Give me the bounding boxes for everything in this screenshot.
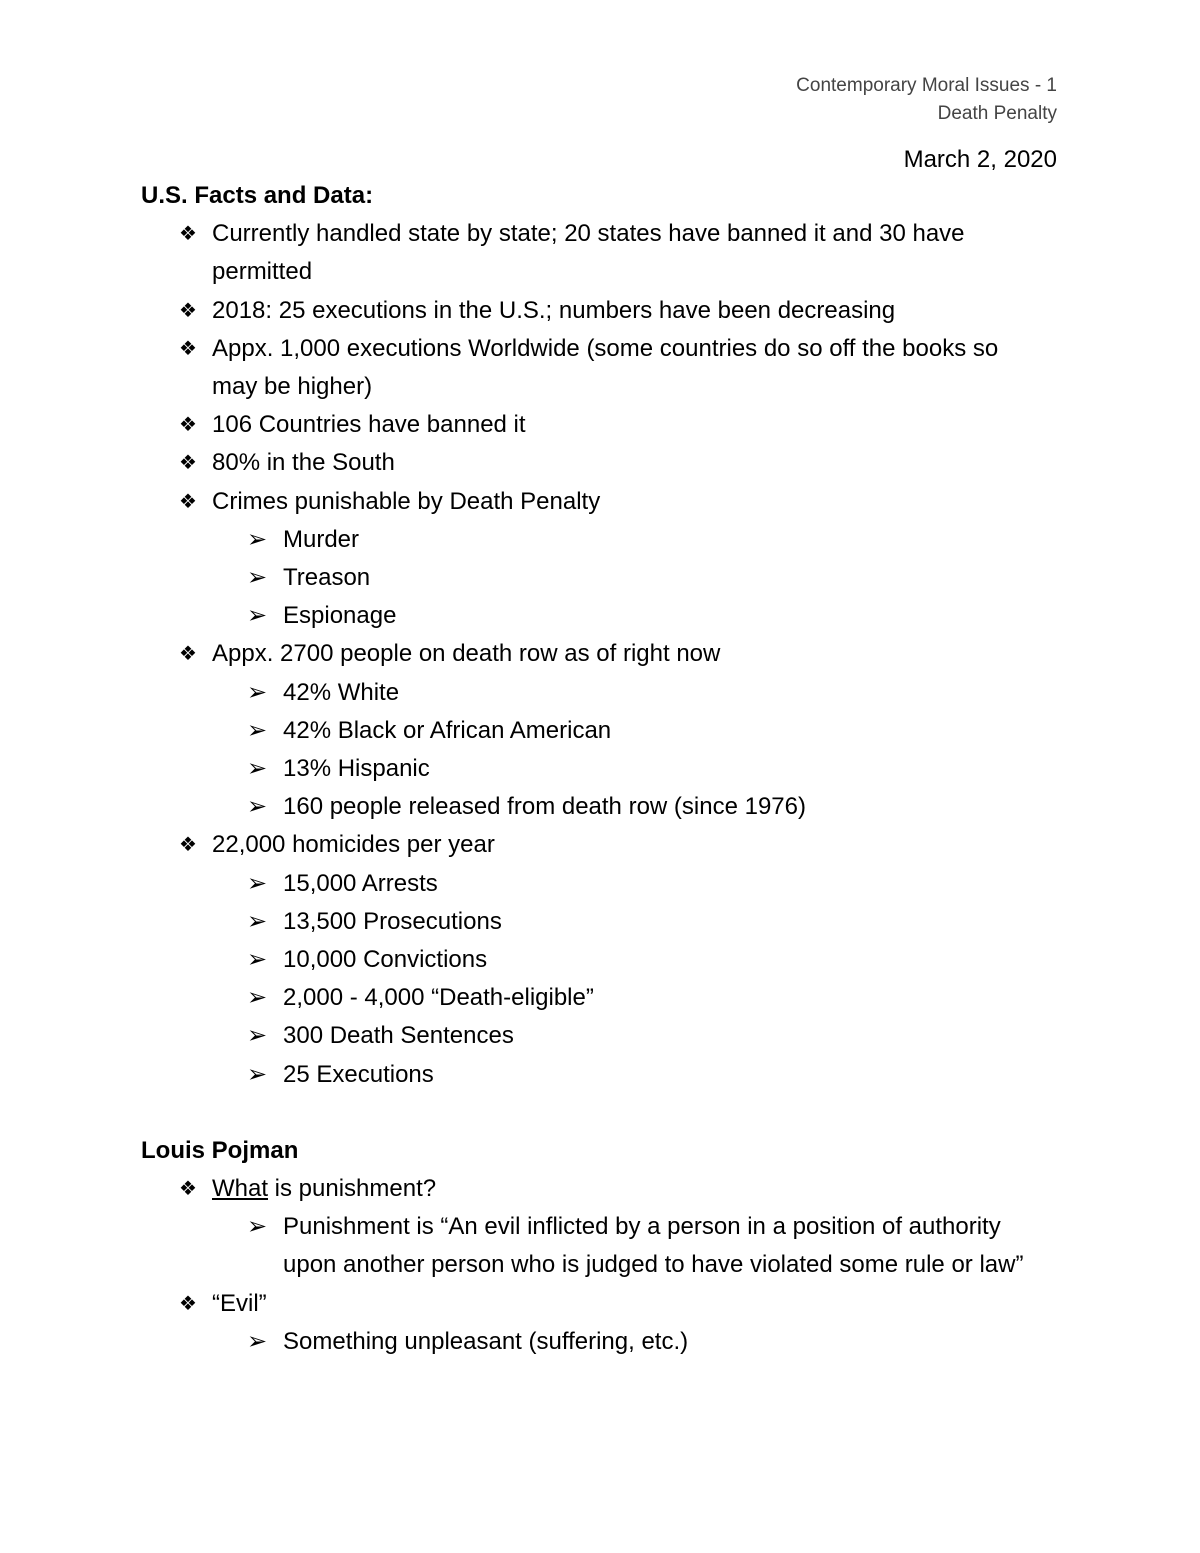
sub-list-item: ➢ Treason — [141, 559, 1041, 597]
section-heading-pojman: Louis Pojman — [141, 1136, 299, 1164]
page-header — [796, 72, 1057, 128]
note-date: March 2, 2020 — [903, 146, 1057, 173]
diamond-bullet-icon: ❖ — [179, 643, 197, 666]
diamond-bullet-icon: ❖ — [179, 1178, 197, 1201]
arrow-bullet-icon: ➢ — [247, 869, 268, 897]
sub-list-item: ➢ 42% Black or African American — [141, 712, 1041, 750]
arrow-bullet-icon: ➢ — [247, 1213, 268, 1241]
list-item: ❖ Appx. 2700 people on death row as of right now — [141, 635, 1041, 673]
sub-list-item: ➢ 13,500 Prosecutions — [141, 903, 1041, 941]
arrow-bullet-icon: ➢ — [247, 755, 268, 783]
pojman-list — [141, 1170, 1041, 1361]
list-item: ❖ Currently handled state by state; 20 states have banned it and 30 have permitted — [141, 215, 1041, 291]
list-item: ❖ 80% in the South — [141, 444, 1041, 482]
list-item: ❖ 2018: 25 executions in the U.S.; numbers have been decreasing — [141, 292, 1041, 330]
diamond-bullet-icon: ❖ — [179, 1292, 197, 1315]
arrow-bullet-icon: ➢ — [247, 946, 268, 974]
header-topic: Death Penalty — [937, 103, 1057, 124]
sub-list-item: ➢ 15,000 Arrests — [141, 865, 1041, 903]
list-item: ❖ Appx. 1,000 executions Worldwide (some countries do so off the books so may be higher) — [141, 330, 1041, 406]
arrow-bullet-icon: ➢ — [247, 716, 268, 744]
arrow-bullet-icon: ➢ — [247, 525, 268, 553]
diamond-bullet-icon: ❖ — [179, 452, 197, 475]
sub-list-item: ➢ Punishment is “An evil inflicted by a person in a position of authority upon another person who is judged to have violated some rule or law” — [141, 1208, 1041, 1284]
section-spacer — [141, 1094, 1041, 1132]
diamond-bullet-icon: ❖ — [179, 490, 197, 513]
sub-list-item: ➢ 13% Hispanic — [141, 750, 1041, 788]
list-item: ❖ 22,000 homicides per year — [141, 826, 1041, 864]
document-body — [141, 177, 1041, 1361]
arrow-bullet-icon: ➢ — [247, 1060, 268, 1088]
sub-list-item: ➢ Murder — [141, 521, 1041, 559]
list-item: ❖ “Evil” — [141, 1285, 1041, 1323]
sub-list-item: ➢ 2,000 - 4,000 “Death-eligible” — [141, 979, 1041, 1017]
diamond-bullet-icon: ❖ — [179, 834, 197, 857]
arrow-bullet-icon: ➢ — [247, 1327, 268, 1355]
diamond-bullet-icon: ❖ — [179, 299, 197, 322]
arrow-bullet-icon: ➢ — [247, 678, 268, 706]
diamond-bullet-icon: ❖ — [179, 223, 197, 246]
arrow-bullet-icon: ➢ — [247, 602, 268, 630]
arrow-bullet-icon: ➢ — [247, 793, 268, 821]
sub-list-item: ➢ 300 Death Sentences — [141, 1017, 1041, 1055]
header-course: Contemporary Moral Issues - 1 — [796, 75, 1057, 96]
section-heading-us-facts: U.S. Facts and Data: — [141, 182, 374, 209]
list-item: ❖ 106 Countries have banned it — [141, 406, 1041, 444]
list-item: ❖ What is punishment? — [141, 1170, 1041, 1208]
diamond-bullet-icon: ❖ — [179, 414, 197, 437]
list-item: ❖ Crimes punishable by Death Penalty — [141, 483, 1041, 521]
sub-list-item: ➢ Something unpleasant (suffering, etc.) — [141, 1323, 1041, 1361]
arrow-bullet-icon: ➢ — [247, 564, 268, 592]
us-facts-list — [141, 215, 1041, 1094]
arrow-bullet-icon: ➢ — [247, 907, 268, 935]
arrow-bullet-icon: ➢ — [247, 984, 268, 1012]
arrow-bullet-icon: ➢ — [247, 1022, 268, 1050]
sub-list-item: ➢ 160 people released from death row (since 1976) — [141, 788, 1041, 826]
sub-list-item: ➢ 10,000 Convictions — [141, 941, 1041, 979]
diamond-bullet-icon: ❖ — [179, 337, 197, 360]
sub-list-item: ➢ Espionage — [141, 597, 1041, 635]
sub-list-item: ➢ 25 Executions — [141, 1056, 1041, 1094]
underlined-word: What — [212, 1175, 269, 1203]
sub-list-item: ➢ 42% White — [141, 674, 1041, 712]
